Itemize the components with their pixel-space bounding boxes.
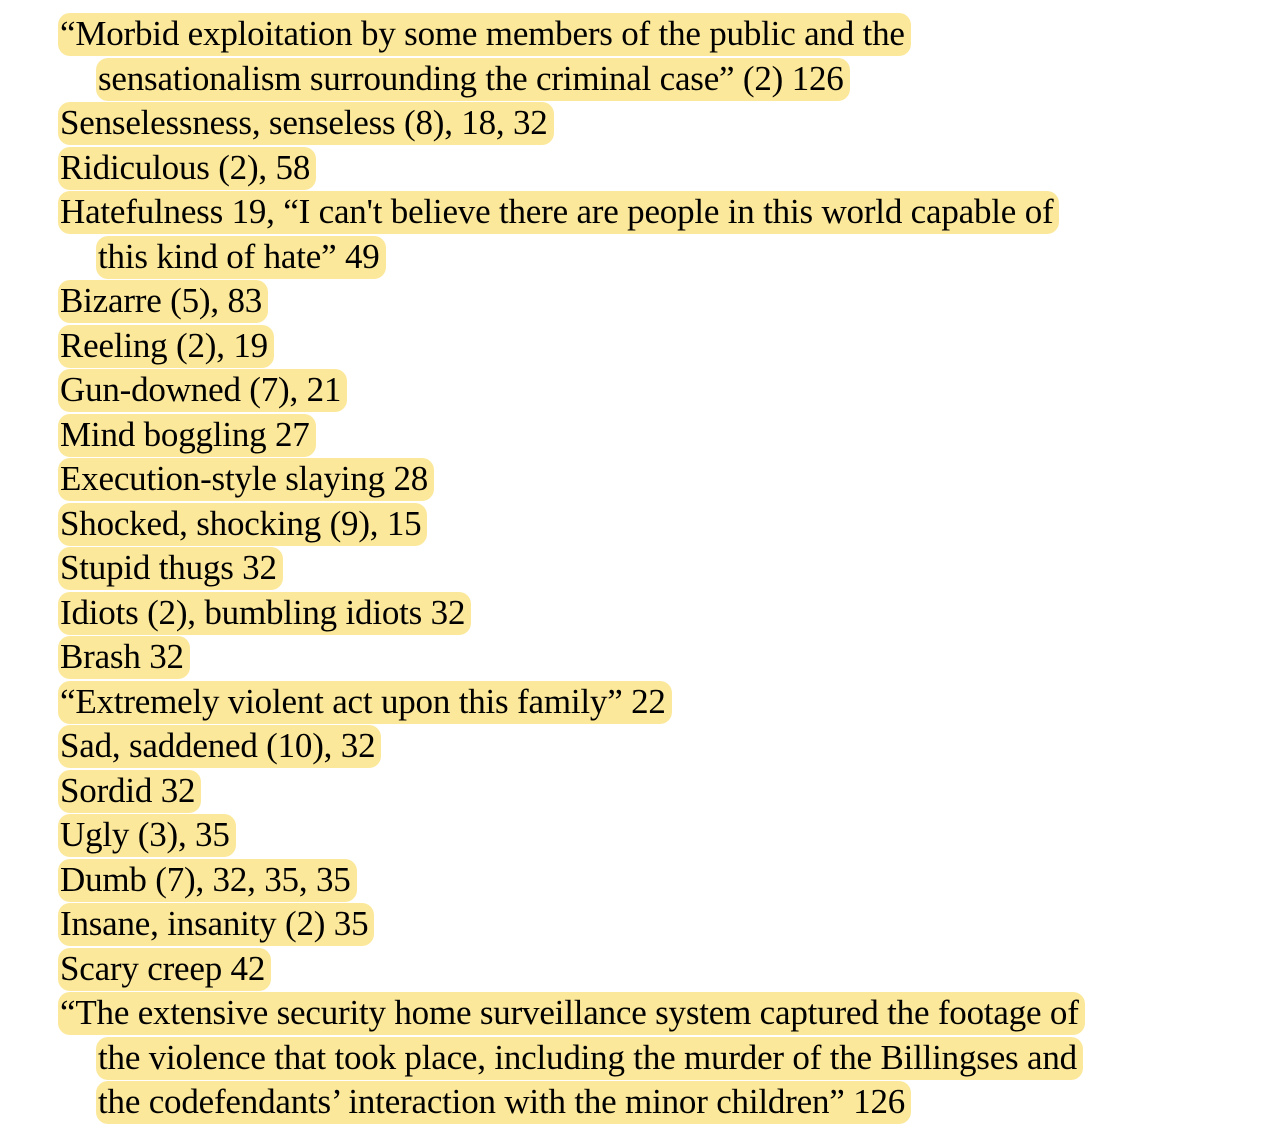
index-entry [0, 413, 1277, 458]
highlighted-text: Sordid 32 [58, 770, 201, 813]
highlighted-text: Sad, saddened (10), 32 [58, 725, 381, 768]
highlighted-text: Ugly (3), 35 [58, 814, 236, 857]
highlighted-text: Brash 32 [58, 636, 190, 679]
index-entry [0, 12, 1277, 101]
highlighted-text: “The extensive security home surveillance system captured the footage of [58, 992, 1085, 1035]
index-entry [0, 724, 1277, 769]
highlighted-text: Execution-style slaying 28 [58, 458, 434, 501]
highlighted-text: Scary creep 42 [58, 948, 271, 991]
index-entry [0, 991, 1277, 1125]
entry-line [0, 146, 1277, 191]
entry-continuation-line [0, 1080, 1277, 1125]
entry-line [0, 902, 1277, 947]
entry-line [0, 680, 1277, 725]
entry-line [0, 190, 1277, 235]
entry-continuation-line [0, 235, 1277, 280]
entry-line [0, 546, 1277, 591]
highlighted-text: Senselessness, senseless (8), 18, 32 [58, 102, 554, 145]
highlighted-text: Gun-downed (7), 21 [58, 369, 347, 412]
index-entry [0, 858, 1277, 903]
highlighted-text: Shocked, shocking (9), 15 [58, 503, 427, 546]
entry-line [0, 635, 1277, 680]
index-entry [0, 635, 1277, 680]
highlighted-text: this kind of hate” 49 [96, 236, 386, 279]
index-entry [0, 680, 1277, 725]
index-entry [0, 279, 1277, 324]
entry-line [0, 368, 1277, 413]
entry-line [0, 947, 1277, 992]
index-entry [0, 368, 1277, 413]
highlighted-text: Stupid thugs 32 [58, 547, 283, 590]
entry-line [0, 724, 1277, 769]
index-entry [0, 546, 1277, 591]
entry-line [0, 413, 1277, 458]
entry-line [0, 991, 1277, 1036]
highlighted-text: Reeling (2), 19 [58, 325, 274, 368]
entry-line [0, 591, 1277, 636]
highlighted-text: the violence that took place, including the murder of the Billingses and [96, 1037, 1083, 1080]
highlighted-text: Hatefulness 19, “I can't believe there are people in this world capable of [58, 191, 1059, 234]
index-entry [0, 146, 1277, 191]
index-entry [0, 502, 1277, 547]
index-entry [0, 902, 1277, 947]
entry-line [0, 324, 1277, 369]
entry-line [0, 457, 1277, 502]
index-entry [0, 190, 1277, 279]
entry-line [0, 858, 1277, 903]
entry-line [0, 813, 1277, 858]
highlighted-text: Bizarre (5), 83 [58, 280, 268, 323]
highlighted-text: the codefendants’ interaction with the minor children” 126 [96, 1081, 911, 1124]
index-entry [0, 591, 1277, 636]
index-entry [0, 947, 1277, 992]
highlighted-text: Insane, insanity (2) 35 [58, 903, 374, 946]
highlighted-text: sensationalism surrounding the criminal case” (2) 126 [96, 58, 850, 101]
entry-line [0, 279, 1277, 324]
highlighted-text: Dumb (7), 32, 35, 35 [58, 859, 357, 902]
index-entry [0, 101, 1277, 146]
highlighted-text: Ridiculous (2), 58 [58, 147, 316, 190]
entry-line [0, 12, 1277, 57]
index-list [0, 12, 1277, 1125]
entry-continuation-line [0, 57, 1277, 102]
entry-line [0, 101, 1277, 146]
entry-line [0, 502, 1277, 547]
highlighted-text: “Extremely violent act upon this family” 22 [58, 681, 672, 724]
index-entry [0, 813, 1277, 858]
entry-line [0, 769, 1277, 814]
entry-continuation-line [0, 1036, 1277, 1081]
index-entry [0, 324, 1277, 369]
highlighted-text: Mind boggling 27 [58, 414, 316, 457]
index-entry [0, 769, 1277, 814]
highlighted-text: Idiots (2), bumbling idiots 32 [58, 592, 471, 635]
index-entry [0, 457, 1277, 502]
highlighted-text: “Morbid exploitation by some members of the public and the [58, 13, 911, 56]
